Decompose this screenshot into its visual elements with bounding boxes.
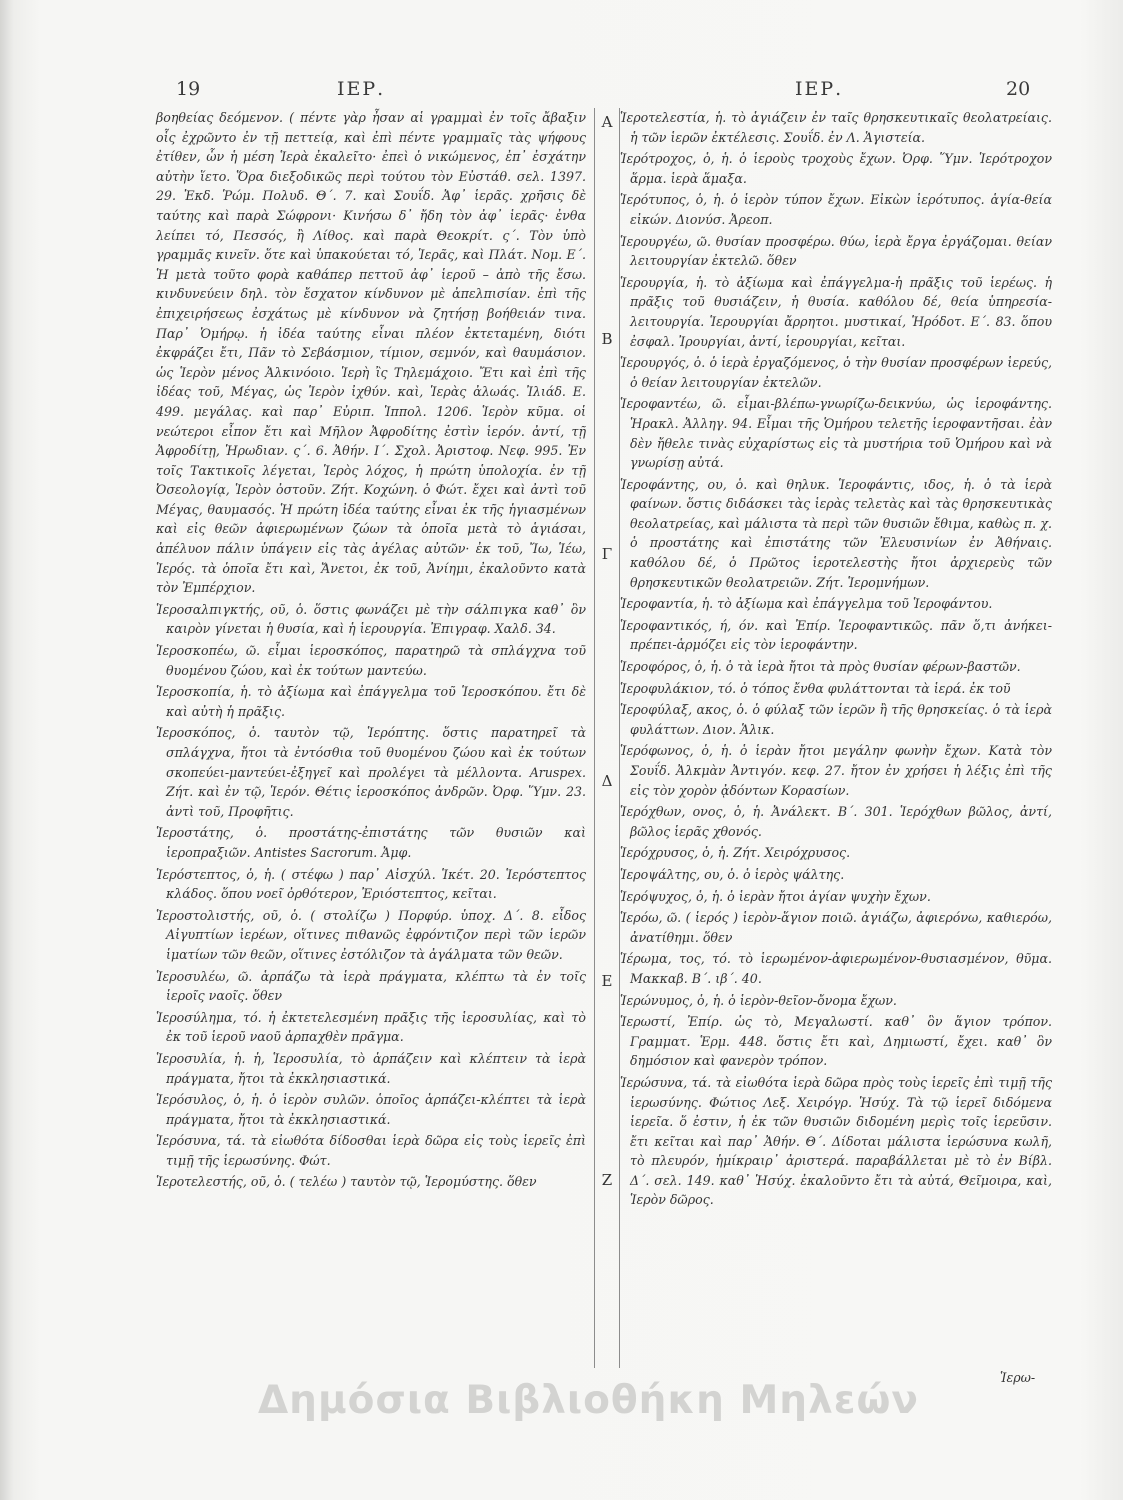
library-watermark: Δημόσια Βιβλιοθήκη Μηλεών xyxy=(258,1378,919,1423)
running-header xyxy=(0,78,1123,108)
column-marker: Β xyxy=(601,330,613,348)
dictionary-entry: βοηθείας δεόμενον. ( πέντε γὰρ ἦσαν αἱ γραμμαὶ ἐν τοῖς ἄβαξιν οἷς ἐχρῶντο ἐν τῇ πεττείᾳ, καὶ ἐπὶ πέντε γραμμαῖς τὰς ψήφους ἐτίθεν, ὧν ἡ μέση Ἱερὰ ἐκαλεῖτο· ἐπεὶ ὁ νικώμενος, ἐπ᾽ ἐσχάτην αὐτὴν ἵετο. Ὅρα διεξοδικῶς περὶ τούτου τὸν Εὐστάθ. σελ. 1397. 29. Ἐκδ. Ῥώμ. Πολυδ. Θ΄. 7. καὶ Σουΐδ. Ἀφ᾽ ἱερᾶς. χρῆσις δὲ ταύτης καὶ παρὰ Σώφρονι· Κινήσω δ᾽ ἤδη τὸν ἀφ᾽ ἱερᾶς· ἐνθα λείπει τό, Πεσσός, ἢ Λίθος. καὶ παρὰ Θεοκρίτ. ς΄. Τὸν ὑπὸ γραμμᾶς κινεῖν. ὅτε καὶ ὑπακούεται τό, Ἱερᾶς, καὶ Πλάτ. Νομ. Ε΄. Ἡ μετὰ τοῦτο φορὰ καθάπερ πεττοῦ ἀφ᾽ ἱεροῦ – ἀπὸ τῆς ἕσω. κινδυνεύειν δηλ. τὸν ἔσχατον κίνδυνον μὲ ἀπελπισίαν. ἐπὶ τῆς ἐπιχειρήσεως ἐσχάτως μὲ κίνδυνον νὰ ζητήσῃ βοήθειάν τινα. Παρ᾽ Ὁμήρῳ. ἡ ἰδέα ταύτης εἶναι πλέον ἐκτεταμένη, διότι ἐκφράζει ἔτι, Πᾶν τὸ Σεβάσμιον, τίμιον, σεμνόν, καὶ θαυμάσιον. ὡς Ἱερὸν μένος Ἀλκινόοιο. Ἱερὴ ἲς Τηλεμάχοιο. Ἔτι καὶ ἐπὶ τῆς ἰδέας τοῦ, Μέγας, ὡς Ἱερὸν ἰχθύν. καὶ, Ἱερὰς ἀλωάς. Ἰλιάδ. Ε. 499. μεγάλας. καὶ παρ᾽ Εὐριπ. Ἱππολ. 1206. Ἱερὸν κῦμα. οἱ νεώτεροι εἶπον ἔτι καὶ Μῆλον Ἀφροδίτης ἐστὶν ἱερόν. ἀντί, τῇ Ἀφροδίτῃ, Ἡρωδιαν. ς΄. 6. Ἀθήν. Ι΄. Σχολ. Ἀριστοφ. Νεφ. 995. Ἐν τοῖς Τακτικοῖς λέγεται, Ἱερὸς λόχος, ἡ πρώτη ὑπολοχία. ἐν τῇ Ὀσεολογίᾳ, Ἱερὸν ὀστοῦν. Ζήτ. Κοχώνη. ὁ Φώτ. ἔχει καὶ ἀντὶ τοῦ Μέγας, θαυμασός. Ἡ πρώτη ἰδέα ταύτης εἶναι ἐκ τῆς ἡγιασμένων καὶ εἰς θεῶν ἀφιερωμένων ζώων τὰ ὁποῖα μετὰ τὸ ἁγιάσαι, ἀπέλυον πάλιν ὑπάγειν εἰς τὰς ἀγέλας αὐτῶν· ἐκ τοῦ, Ἴω, Ἱέω, Ἱερός. τὰ ὁποῖα ἔτι καὶ, Ἄνετοι, ἐκ τοῦ, Ἀνίημι, ἐκαλοῦντο κατὰ τὸν Ἐμπέρχιον. xyxy=(156,110,586,596)
header-word-right: ΙΕΡ. xyxy=(795,78,844,100)
dictionary-entry: Ἱεροφαντία, ἡ. τὸ ἀξίωμα καὶ ἐπάγγελμα τοῦ Ἱεροφάντου. xyxy=(620,596,993,612)
dictionary-entry: Ἱεροστάτης, ὁ. προστάτης-ἐπιστάτης τῶν θυσιῶν καὶ ἱεροπραξιῶν. Antistes Sacrorum. Ἀμφ. xyxy=(156,825,586,860)
dictionary-entry: Ἱερόψυχος, ὁ, ἡ. ὁ ἱερὰν ἤτοι ἁγίαν ψυχὴν ἔχων. xyxy=(620,888,931,904)
dictionary-entry: Ἱερότυπος, ὁ, ἡ. ὁ ἱερὸν τύπον ἔχων. Εἰκὼν ἱερότυπος. ἁγία-θεία εἰκών. Διονύσ. Ἀρεοπ. xyxy=(620,192,1052,227)
dictionary-entry: Ἱέρωμα, τος, τό. τὸ ἱερωμένον-ἀφιερωμένον-θυσιασμένον, θῦμα. Μακκαβ. Β΄. ιβ΄. 40. xyxy=(620,951,1052,986)
dictionary-entry: Ἱερόω, ῶ. ( ἱερός ) ἱερὸν-ἅγιον ποιῶ. ἁγιάζω, ἀφιερόνω, καθιερόω, ἀνατίθημι. ὅθεν xyxy=(620,910,1052,945)
column-marker: Δ xyxy=(601,772,613,790)
dictionary-entry: Ἱεροσαλπιγκτής, οῦ, ὁ. ὅστις φωνάζει μὲ τὴν σάλπιγκα καθ᾽ ὃν καιρὸν γίνεται ἡ θυσία, καὶ ἡ ἱερουργία. Ἐπιγραφ. Χαλδ. 34. xyxy=(156,601,586,637)
dictionary-entry: Ἱεροσυλία, ἡ. ἡ, Ἱεροσυλία, τὸ ἁρπάζειν καὶ κλέπτειν τὰ ἱερὰ πράγματα, ἤτοι τὰ ἐκκλησιαστικά. xyxy=(156,1050,586,1086)
dictionary-entry: Ἱεροσκοπέω, ῶ. εἶμαι ἱεροσκόπος, παρατηρῶ τὰ σπλάγχνα τοῦ θυομένου ζώου, καὶ ἐκ τούτων μαντεύω. xyxy=(156,643,586,678)
dictionary-entry: Ἱεροσύλημα, τό. ἡ ἐκτετελεσμένη πρᾶξις τῆς ἱεροσυλίας, καὶ τὸ ἐκ τοῦ ἱεροῦ ναοῦ ἁρπαχθὲν πρᾶγμα. xyxy=(156,1009,586,1045)
dictionary-entry: Ἱεροφάντης, ου, ὁ. καὶ θηλυκ. Ἱεροφάντις, ιδος, ἡ. ὁ τὰ ἱερὰ φαίνων. ὅστις διδάσκει τὰς ἱερὰς τελετὰς καὶ τὰς θρησκευτικὰς θεολατρείας, καὶ μάλιστα τὰ περὶ τῶν θυσιῶν ἔθιμα, καθὼς π. χ. ὁ προστάτης καὶ ἐπιστάτης τῶν Ἐλευσινίων ἐν Ἀθήναις. καθόλου δέ, ὁ Πρῶτος ἱεροτελεστὴς ἤτοι ἀρχιερεὺς τῶν θρησκευτικῶν θεολατρειῶν. Ζήτ. Ἱερομνήμων. xyxy=(620,476,1052,590)
dictionary-entry: Ἱερόχρυσος, ὁ, ἡ. Ζήτ. Χειρόχρυσος. xyxy=(620,845,851,861)
dictionary-entry: Ἱεροτελεστία, ἡ. τὸ ἁγιάζειν ἐν ταῖς θρησκευτικαῖς θεολατρείαις. ἡ τῶν ἱερῶν ἐκτέλεσις. Σουΐδ. ἐν Λ. Ἁγιστεία. xyxy=(620,110,1052,145)
dictionary-entry: Ἱερώσυνα, τά. τὰ εἰωθότα ἱερὰ δῶρα πρὸς τοὺς ἱερεῖς ἐπὶ τιμῇ τῆς ἱερωσύνης. Φώτιος Λεξ. Χειρόγρ. Ἡσύχ. Τὰ τῷ ἱερεῖ διδόμενα ἱερεῖα. ὅ ἐστιν, ἡ ἐκ τῶν θυσιῶν διδομένη μερὶς τοῖς ἱερεῦσιν. ἔτι κεῖται καὶ παρ᾽ Ἀθήν. Θ΄. Δίδοται μάλιστα ἱερώσυνα κωλῆ, τὸ πλευρόν, ἡμίκραιρ᾽ ἀριστερά. παραβάλλεται μὲ τὸ ἐν Βίβλ. Δ΄. σελ. 149. καθ᾽ Ἡσύχ. ἐκαλοῦντο ἔτι τὰ αὐτά, Θεῖμοιρα, καὶ, Ἱερὸν δῶρος. xyxy=(620,1074,1052,1208)
right-column xyxy=(620,108,1052,1212)
dictionary-entry: Ἱερόσυνα, τά. τὰ εἰωθότα δίδοσθαι ἱερὰ δῶρα εἰς τοὺς ἱερεῖς ἐπὶ τιμῇ τῆς ἱερωσύνης. Φώτ. xyxy=(156,1133,586,1168)
dictionary-entry: Ἱερωστί, Ἐπίρ. ὡς τὸ, Μεγαλωστί. καθ᾽ ὃν ἅγιον τρόπον. Γραμματ. Ἑρμ. 448. ὅστις ἔτι καὶ, Δημιωστί, ἔχει. καθ᾽ ὃν δημόσιον καὶ φανερὸν τρόπον. xyxy=(620,1014,1052,1069)
dictionary-entry: Ἱεροφύλαξ, ακος, ὁ. ὁ φύλαξ τῶν ἱερῶν ἢ τῆς θρησκείας. ὁ τὰ ἱερὰ φυλάττων. Διον. Ἁλικ. xyxy=(620,702,1052,737)
dictionary-entry: Ἱεροφαντέω, ῶ. εἶμαι-βλέπω-γνωρίζω-δεικνύω, ὡς ἱεροφάντης. Ἡρακλ. Ἀλληγ. 94. Εἶμαι τῆς Ὁμήρου τελετῆς ἱεροφαντῆσαι. ἐὰν δὲν ἤθελε τινὰς εὐχαρίστως εἰς τὰ μυστήρια τοῦ Ὁμήρου καὶ νὰ γνωρίσῃ αὐτά. xyxy=(620,396,1052,471)
column-marker: Γ xyxy=(601,545,613,563)
dictionary-entry: Ἱεροσυλέω, ῶ. ἁρπάζω τὰ ἱερὰ πράγματα, κλέπτω τὰ ἐν τοῖς ἱεροῖς ναοῖς. ὅθεν xyxy=(156,968,586,1004)
dictionary-entry: Ἱεροτελεστής, οῦ, ὁ. ( τελέω ) ταυτὸν τῷ, Ἱερομύστης. ὅθεν xyxy=(156,1174,537,1190)
dictionary-entry: Ἱερουργία, ἡ. τὸ ἀξίωμα καὶ ἐπάγγελμα-ἡ πρᾶξις τοῦ ἱερέως. ἡ πρᾶξις τοῦ θυσιάζειν, ἡ θυσία. καθόλου δέ, θεία ὑπηρεσία-λειτουργία. Ἱερουργίαι ἄρρητοι. μυστικαί, Ἡρόδοτ. Ε΄. 83. ὅπου ἐσφαλ. Ἰρουργίαι, ἀντί, ἱερουργίαι, κεῖται. xyxy=(620,274,1052,349)
dictionary-entry: Ἱερουργέω, ῶ. θυσίαν προσφέρω. θύω, ἱερὰ ἔργα ἐργάζομαι. θείαν λειτουργίαν ἐκτελῶ. ὅθεν xyxy=(620,233,1052,269)
dictionary-entry: Ἱεροφαντικός, ή, όν. καὶ Ἐπίρ. Ἱεροφαντικῶς. πᾶν ὅ,τι ἀνήκει-πρέπει-ἁρμόζει εἰς τὸν ἱεροφάντην. xyxy=(620,617,1052,653)
dictionary-entry: Ἱερότροχος, ὁ, ἡ. ὁ ἱεροὺς τροχοὺς ἔχων. Ὀρφ. Ὕμν. Ἱερότροχον ἅρμα. ἱερὰ ἅμαξα. xyxy=(620,151,1052,186)
dictionary-entry: Ἱεροσκοπία, ἡ. τὸ ἀξίωμα καὶ ἐπάγγελμα τοῦ Ἱεροσκόπου. ἔτι δὲ καὶ αὐτὴ ἡ πρᾶξις. xyxy=(156,684,586,719)
dictionary-entry: Ἱεροφυλάκιον, τό. ὁ τόπος ἔνθα φυλάττονται τὰ ἱερά. ἐκ τοῦ xyxy=(620,680,1011,696)
page-number-left: 19 xyxy=(176,78,201,100)
dictionary-entry: Ἱεροσκόπος, ὁ. ταυτὸν τῷ, Ἱερόπτης. ὅστις παρατηρεῖ τὰ σπλάγχνα, ἤτοι τὰ ἐντόσθια τοῦ θυομένου ζώου καὶ ἐκ τούτων σκοπεύει-μαντεύει-ἐξηγεῖ καὶ προλέγει τὰ μέλλοντα. Aruspex. Ζήτ. καὶ ἐν τῷ, Ἱερόν. Θέτις ἱεροσκόπος ἀνδρῶν. Ὀρφ. Ὕμν. 23. ἀντὶ τοῦ, Προφῆτις. xyxy=(156,725,586,819)
column-divider xyxy=(594,108,620,1368)
column-marker: Ε xyxy=(601,972,613,990)
page-edge-shadow xyxy=(0,0,14,1500)
dictionary-entry: Ἱερουργός, ὁ. ὁ ἱερὰ ἐργαζόμενος, ὁ τὴν θυσίαν προσφέρων ἱερεύς, ὁ θείαν λειτουργίαν ἐκτελῶν. xyxy=(620,355,1052,390)
dictionary-entry: Ἱεροφόρος, ὁ, ἡ. ὁ τὰ ἱερὰ ἤτοι τὰ πρὸς θυσίαν φέρων-βαστῶν. xyxy=(620,659,1021,675)
header-word-left: ΙΕΡ. xyxy=(337,78,386,100)
catchword: Ἱερω- xyxy=(1000,1370,1036,1385)
dictionary-entry: Ἱερόφωνος, ὁ, ἡ. ὁ ἱερὰν ἤτοι μεγάλην φωνὴν ἔχων. Κατὰ τὸν Σουΐδ. Ἀλκμὰν Ἀντιγόν. κεφ. 27. ἤτον ἐν χρήσει ἡ λέξις ἐπὶ τῆς εἰς τὸν χορὸν ᾀδόντων Κορασίων. xyxy=(620,743,1052,798)
column-marker: Α xyxy=(601,113,613,131)
dictionary-entry: Ἱερόσυλος, ὁ, ἡ. ὁ ἱερὸν συλῶν. ὁποῖος ἁρπάζει-κλέπτει τὰ ἱερὰ πράγματα, ἤτοι τὰ ἐκκλησιαστικά. xyxy=(156,1092,586,1127)
left-column xyxy=(156,108,586,1194)
dictionary-entry: Ἱερόχθων, ονος, ὁ, ἡ. Ἀνάλεκτ. Β΄. 301. Ἱερόχθων βῶλος, ἀντί, βῶλος ἱερᾶς χθονός. xyxy=(620,804,1052,839)
page-number-right: 20 xyxy=(1006,78,1031,100)
column-marker: Ζ xyxy=(601,1171,613,1189)
dictionary-entry: Ἱεροστολιστής, οῦ, ὁ. ( στολίζω ) Πορφύρ. ὑποχ. Δ΄. 8. εἶδος Αἰγυπτίων ἱερέων, οἵτινες πιθανῶς ἐφρόντιζον περὶ τῶν ἱερῶν ἱματίων τῶν θεῶν, οἵτινες ἐστόλιζον τὰ ἀγάλματα τῶν θεῶν. xyxy=(156,907,586,962)
dictionary-entry: Ἱεροψάλτης, ου, ὁ. ὁ ἱερὸς ψάλτης. xyxy=(620,866,845,882)
dictionary-entry: Ἱερόστεπτος, ὁ, ἡ. ( στέφω ) παρ᾽ Αἰσχύλ. Ἱκέτ. 20. Ἱερόστεπτος κλάδος. ὅπου νοεῖ ὀρθότερον, Ἐριόστεπτος, κεῖται. xyxy=(156,866,586,902)
dictionary-entry: Ἱερώνυμος, ὁ, ἡ. ὁ ἱερὸν-θεῖον-ὄνομα ἔχων. xyxy=(620,992,897,1008)
